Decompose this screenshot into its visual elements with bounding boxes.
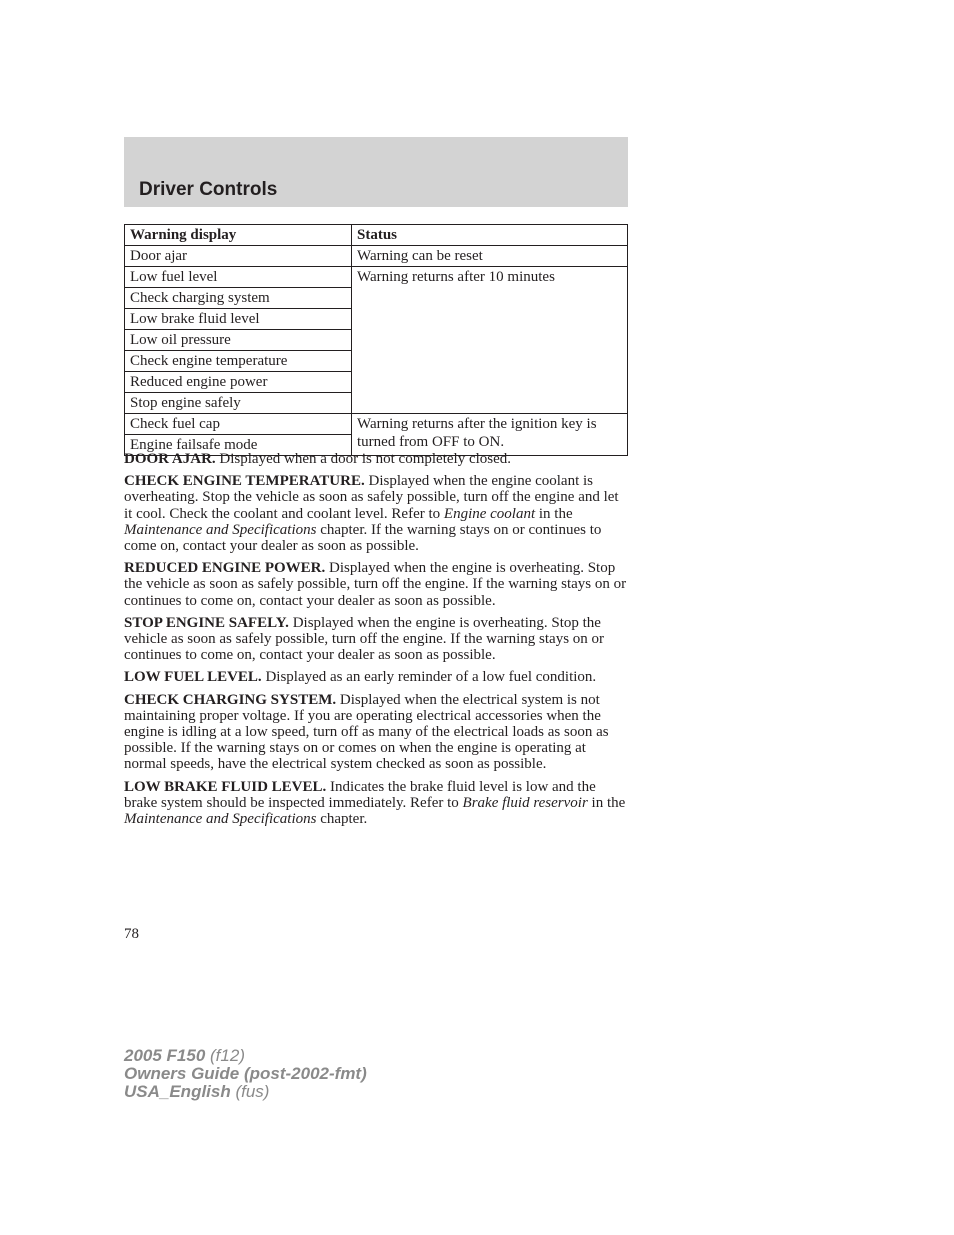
warning-cell: Stop engine safely	[125, 393, 352, 414]
paragraph-text: Displayed when the electrical system is not maintaining proper voltage. If you are operating electrical accessories when the engine is idling at a low speed, turn off as many of the electrical loads as soon as possible. If the warning stays on or comes on when the engine is operating at normal speeds, have the electrical system checked as soon as possible.	[124, 691, 609, 773]
warning-cell: Low fuel level	[125, 267, 352, 288]
paragraph-text: chapter.	[316, 811, 368, 828]
term-heading: REDUCED ENGINE POWER.	[124, 560, 326, 577]
warning-cell: Low oil pressure	[125, 330, 352, 351]
header-band	[124, 137, 628, 207]
paragraph-text: Indicates the brake fluid level is low and the brake system should be inspected immediately. Refer to	[124, 778, 596, 811]
warning-cell: Low brake fluid level	[125, 309, 352, 330]
footer-line-model	[124, 1047, 367, 1065]
warning-display-table	[124, 224, 628, 456]
paragraph-check-engine-temperature	[124, 473, 630, 554]
paragraph-low-fuel-level	[124, 669, 630, 685]
paragraph-text: Displayed when the engine is overheating. Stop the vehicle as soon as safely possible, turn off the engine. If the warning stays on or continues to come on, contact your dealer as soon as possible.	[124, 614, 605, 664]
footer-model-code: (f12)	[205, 1046, 245, 1065]
column-header-status: Status	[352, 225, 628, 246]
term-heading: LOW BRAKE FLUID LEVEL.	[124, 778, 327, 795]
warning-cell: Check engine temperature	[125, 351, 352, 372]
warning-cell: Reduced engine power	[125, 372, 352, 393]
table-row	[125, 246, 628, 267]
footer-language-code: (fus)	[230, 1082, 270, 1101]
paragraph-text: Displayed when the engine is overheating. Stop the vehicle as soon as safely possible, turn off the engine. If the warning stays on or continues to come on, contact your dealer as soon as possible.	[124, 560, 627, 609]
footer-model: 2005 F150	[124, 1046, 206, 1065]
body-text	[124, 451, 630, 833]
paragraph-door-ajar	[124, 451, 630, 467]
paragraph-text: Displayed when the engine coolant is overheating. Stop the vehicle as soon as safely possible, turn off the engine and let it cool. Check the coolant and coolant level. Refer to	[124, 473, 619, 522]
paragraph-low-brake-fluid-level	[124, 779, 630, 828]
status-cell: Warning returns after 10 minutes	[352, 267, 628, 414]
section-title: Driver Controls	[139, 179, 278, 200]
paragraph-text: Displayed when a door is not completely closed.	[215, 451, 512, 467]
footer-line-language	[124, 1083, 367, 1101]
warning-cell: Check fuel cap	[125, 414, 352, 435]
warning-cell: Check charging system	[125, 288, 352, 309]
cross-reference: Brake fluid reservoir	[462, 794, 588, 811]
warning-cell: Engine failsafe mode	[125, 435, 352, 456]
page-number: 78	[124, 926, 139, 942]
cross-reference: Engine coolant	[443, 505, 536, 522]
status-cell: Warning returns after the ignition key is turned from OFF to ON.	[352, 414, 628, 456]
term-heading: LOW FUEL LEVEL.	[124, 669, 262, 686]
document-footer	[124, 1047, 367, 1101]
term-heading: STOP ENGINE SAFELY.	[124, 614, 289, 631]
paragraph-text: chapter. If the warning stays on or continues to come on, contact your dealer as soon as possible.	[124, 521, 602, 555]
status-cell: Warning can be reset	[352, 246, 628, 267]
term-heading: CHECK ENGINE TEMPERATURE.	[124, 473, 365, 490]
paragraph-text: in the	[535, 505, 573, 522]
paragraph-text: in the	[587, 794, 626, 811]
cross-reference: Maintenance and Specifications	[124, 521, 317, 538]
cross-reference: Maintenance and Specifications	[124, 811, 317, 828]
warning-cell: Door ajar	[125, 246, 352, 267]
footer-language: USA_English	[124, 1082, 231, 1101]
term-heading: DOOR AJAR.	[124, 451, 216, 467]
table-header-row	[125, 225, 628, 246]
footer-line-guide	[124, 1065, 367, 1083]
paragraph-text: Displayed as an early reminder of a low fuel condition.	[261, 669, 597, 686]
footer-guide: Owners Guide (post-2002-fmt)	[124, 1064, 367, 1083]
term-heading: CHECK CHARGING SYSTEM.	[124, 691, 337, 708]
column-header-warning-display: Warning display	[125, 225, 352, 246]
table-row	[125, 414, 628, 435]
paragraph-check-charging-system	[124, 692, 630, 773]
paragraph-reduced-engine-power	[124, 560, 630, 609]
table-row	[125, 267, 628, 288]
paragraph-stop-engine-safely	[124, 615, 630, 664]
